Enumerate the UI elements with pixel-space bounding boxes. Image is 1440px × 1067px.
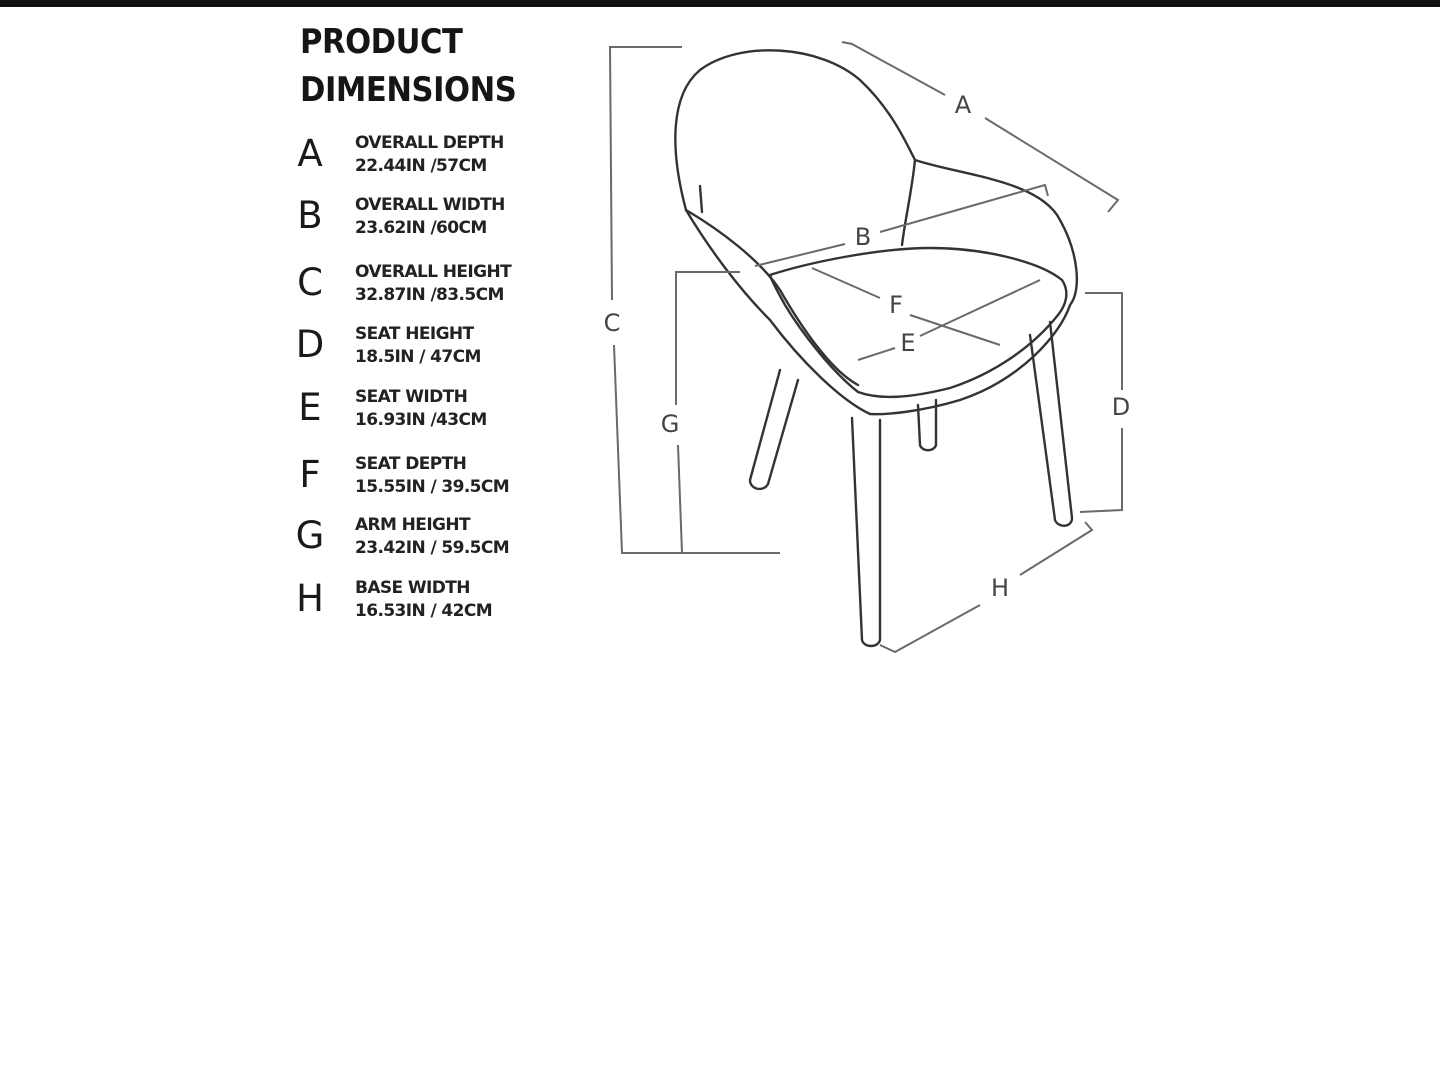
dimension-line-e-end bbox=[920, 280, 1040, 336]
dimension-line-c bbox=[610, 47, 682, 300]
chair-leg-front-left bbox=[852, 418, 880, 646]
dimension-value: 16.53IN / 42CM bbox=[355, 601, 493, 621]
dimension-name: BASE WIDTH bbox=[355, 578, 470, 598]
diagram-label-g: G bbox=[660, 410, 680, 438]
chair-dimension-diagram bbox=[590, 30, 1150, 660]
chair-arm-stub bbox=[700, 186, 702, 212]
dimension-line-d-end bbox=[1080, 428, 1122, 512]
dimension-row-b bbox=[290, 195, 570, 251]
top-border-bar bbox=[0, 0, 1440, 7]
dimension-line-a-end bbox=[985, 118, 1118, 212]
dimension-line-d bbox=[1085, 293, 1122, 390]
dimension-line-e bbox=[858, 348, 895, 360]
dimension-name: OVERALL WIDTH bbox=[355, 195, 505, 215]
dimension-letter: F bbox=[299, 453, 321, 496]
dimension-letter: D bbox=[295, 323, 325, 366]
dimension-line-g-end bbox=[678, 445, 682, 553]
dimension-line-c-end bbox=[614, 345, 780, 553]
dimension-line-a bbox=[842, 42, 945, 95]
diagram-label-d: D bbox=[1111, 393, 1131, 421]
dimension-name: OVERALL HEIGHT bbox=[355, 262, 512, 282]
dimension-letter: G bbox=[295, 514, 325, 557]
dimension-letter: C bbox=[297, 261, 323, 304]
diagram-label-b: B bbox=[854, 223, 872, 251]
diagram-label-f: F bbox=[889, 291, 903, 319]
dimension-line-b-end bbox=[880, 185, 1048, 232]
dimension-row-e bbox=[290, 387, 570, 443]
title-line-2: DIMENSIONS bbox=[300, 70, 517, 110]
dimension-line-f bbox=[812, 268, 880, 298]
dimension-value: 22.44IN /57CM bbox=[355, 156, 487, 176]
title-line-1: PRODUCT bbox=[300, 22, 463, 62]
dimension-line-h bbox=[880, 605, 980, 652]
dimension-value: 32.87IN /83.5CM bbox=[355, 285, 504, 305]
dimension-letter: E bbox=[298, 386, 322, 429]
dimension-name: SEAT HEIGHT bbox=[355, 324, 474, 344]
dimension-value: 23.62IN /60CM bbox=[355, 218, 487, 238]
dimension-row-f bbox=[290, 454, 570, 510]
dimension-row-c bbox=[290, 262, 570, 318]
dimension-row-a bbox=[290, 133, 570, 189]
dimension-letter: H bbox=[296, 577, 324, 620]
dimension-line-g bbox=[676, 272, 740, 405]
chair-leg-back-left bbox=[750, 370, 798, 489]
dimension-value: 18.5IN / 47CM bbox=[355, 347, 481, 367]
dimension-line-h-end bbox=[1020, 522, 1092, 575]
dimension-row-d bbox=[290, 324, 570, 380]
diagram-label-c: C bbox=[603, 309, 621, 337]
dimension-value: 15.55IN / 39.5CM bbox=[355, 477, 510, 497]
dimension-name: SEAT DEPTH bbox=[355, 454, 467, 474]
dimension-letter: A bbox=[297, 132, 323, 175]
dimension-value: 16.93IN /43CM bbox=[355, 410, 487, 430]
dimension-name: SEAT WIDTH bbox=[355, 387, 468, 407]
dimension-line-b bbox=[755, 244, 845, 266]
diagram-label-a: A bbox=[954, 91, 972, 119]
dimension-value: 23.42IN / 59.5CM bbox=[355, 538, 510, 558]
chair-back-outer bbox=[675, 50, 1077, 414]
diagram-label-h: H bbox=[990, 574, 1010, 602]
dimension-name: OVERALL DEPTH bbox=[355, 133, 504, 153]
dimension-letter: B bbox=[297, 194, 323, 237]
chair-back-seam bbox=[902, 160, 915, 245]
page-title bbox=[300, 18, 552, 114]
diagram-label-e: E bbox=[900, 329, 916, 357]
dimension-name: ARM HEIGHT bbox=[355, 515, 471, 535]
chair-back-inner-rim bbox=[686, 210, 858, 385]
dimension-row-g bbox=[290, 515, 570, 571]
dimension-row-h bbox=[290, 578, 570, 634]
chair-seat bbox=[770, 248, 1066, 397]
